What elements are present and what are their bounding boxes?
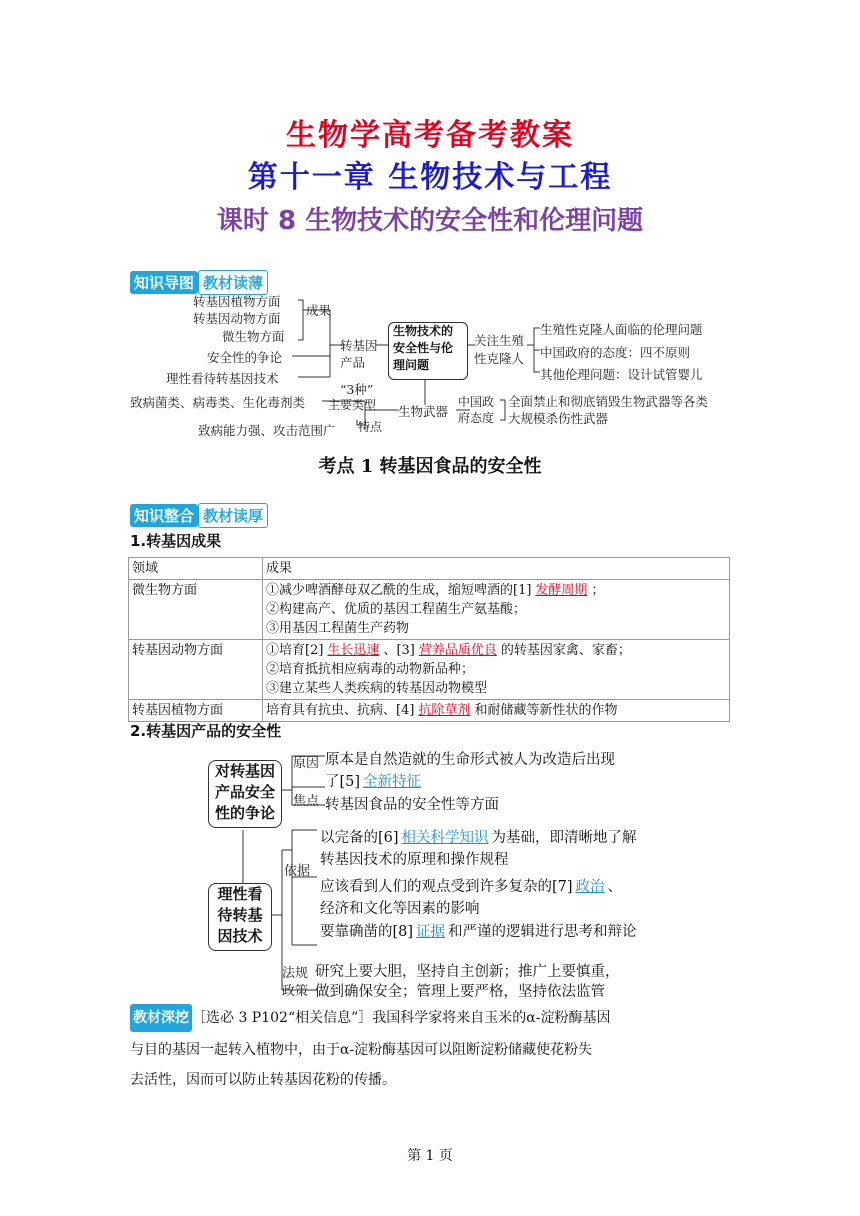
badge-map-b: 教材读薄 <box>198 270 268 295</box>
mm-types: 致病菌类、病毒类、生化毒剂类 <box>130 395 306 410</box>
mm-product-l2: 产品 <box>340 355 366 370</box>
label-focus: 焦点 <box>293 794 320 809</box>
deep-paragraph <box>130 1004 730 1032</box>
result-line: ③用基因工程菌生产药物 <box>266 621 410 636</box>
mm-ethic: 生殖性克隆人面临的伦理问题 <box>540 322 703 337</box>
mm-achieve-label: 成果 <box>306 303 332 318</box>
lesson-title: 课时 8 生物技术的安全性和伦理问题 <box>216 206 644 236</box>
result-line: ②培育抵抗相应病毒的动物新品种； <box>266 662 475 677</box>
chapter-title: 第十一章 生物技术与工程 <box>247 160 613 195</box>
text-span: 和耐储藏等新性状的作物 <box>474 703 618 718</box>
text-span: 、 <box>607 879 623 895</box>
label-law-1: 法规 <box>282 966 309 981</box>
mm-feat-label: 特点 <box>358 420 383 434</box>
mm-ban-l1: 全面禁止和彻底销毁生物武器等各类 <box>508 394 709 409</box>
table-cell-field: 转基因动物方面 <box>129 640 263 700</box>
badge-int-a: 知识整合 <box>130 504 198 527</box>
table-cell-field: 微生物方面 <box>129 580 263 640</box>
answer-4: 抗除草剂 <box>418 703 471 718</box>
deep-line-2: 与目的基因一起转入植物中，由于α-淀粉酶基因可以阻断淀粉储藏使花粉失 <box>130 1042 593 1058</box>
answer-6: 相关科学知识 <box>401 830 489 846</box>
text-span: ①减少啤酒酵母双乙酰的生成，缩短啤酒的[1] <box>266 583 532 598</box>
mm-three: “3种” <box>340 382 374 397</box>
result-line: ②构建高产、优质的基因工程菌生产氨基酸； <box>266 602 527 617</box>
answer-1: 发酵周期 <box>535 583 588 598</box>
mm-clone-l1: 关注生殖 <box>474 333 525 348</box>
focus-text: 转基因食品的安全性等方面 <box>325 797 499 813</box>
basis-2 <box>320 875 622 896</box>
badge-map-a: 知识导图 <box>130 271 198 294</box>
answer-3: 营养品质优良 <box>418 643 497 658</box>
cause-text: 原本是自然造就的生命形式被人为改造后出现 <box>325 752 615 768</box>
text-span: 我国科学家将来自玉米的α-淀粉酶基因 <box>372 1010 611 1026</box>
text-span: 、[3] <box>383 643 415 658</box>
deep-line-3: 去活性，因而可以防止转基因花粉的传播。 <box>130 1072 396 1088</box>
text-span: 培育具有抗虫、抗病、[4] <box>266 703 415 718</box>
mm-policy: 中国政府的态度：四不原则 <box>540 345 691 360</box>
box-line: 对转基因 <box>214 762 275 780</box>
box-line: 理性看 <box>217 885 263 903</box>
text-span: 为基础，即清晰地了解 <box>491 830 637 846</box>
label-law-2: 政策 <box>282 984 309 999</box>
text-span: 的转基因家禽、家畜； <box>500 643 631 658</box>
dispute-box <box>208 760 282 828</box>
text-span: ①培育[2] <box>266 643 324 658</box>
label-basis: 依据 <box>284 864 311 879</box>
label-cause: 原因 <box>293 756 320 771</box>
text-span: 以完备的[6] <box>320 830 399 846</box>
mm-rational: 理性看待转基因技术 <box>166 371 279 386</box>
box-line: 待转基 <box>217 906 263 924</box>
mm-plant: 转基因植物方面 <box>193 294 281 309</box>
law-text-1: 研究上要大胆，坚持自主创新；推广上要慎重， <box>315 964 620 980</box>
mm-dispute: 安全性的争论 <box>207 350 283 365</box>
page-number: 第 1 页 <box>407 1148 453 1164</box>
text-span: 要靠确凿的[8] <box>320 924 414 940</box>
text-span: 应该看到人们的观点受到许多复杂的[7] <box>320 879 573 895</box>
mm-product-l1: 转基因 <box>340 338 378 353</box>
box-line: 因技术 <box>217 927 263 945</box>
mm-animal: 转基因动物方面 <box>193 311 281 326</box>
section-heading: 考点 1 转基因食品的安全性 <box>318 456 542 477</box>
box-line: 产品安全 <box>214 783 275 801</box>
badge-int-b: 教材读厚 <box>198 503 268 528</box>
mm-features: 致病能力强、攻击范围广 <box>198 423 336 438</box>
text-span: ［选必 3 P102“相关信息”］ <box>192 1010 373 1026</box>
basis-1 <box>320 826 637 847</box>
mm-center-l3: 理问题 <box>393 358 430 372</box>
text-span: 和严谨的逻辑进行思考和辩论 <box>448 924 637 940</box>
answer-5: 全新特征 <box>363 774 422 790</box>
answer-7: 政治 <box>575 879 605 895</box>
mm-bio-weapon: 生物武器 <box>398 404 449 419</box>
basis-2b: 经济和文化等因素的影响 <box>320 901 480 917</box>
law-text-2: 做到确保安全；管理上要严格，坚持依法监管 <box>315 984 605 1000</box>
box-line: 性的争论 <box>214 804 275 822</box>
mm-center-l1: 生物技术的 <box>393 324 454 338</box>
mm-china-l1: 中国政 <box>458 395 495 409</box>
answer-2: 生长迅速 <box>327 643 380 658</box>
text-span: ； <box>591 583 605 598</box>
safety-heading: 2.转基因产品的安全性 <box>130 722 282 740</box>
mm-types-label: 主要类型 <box>328 398 377 412</box>
text-span: 了[5] <box>325 774 361 790</box>
table-cell-field: 转基因植物方面 <box>129 700 263 722</box>
answer-8: 证据 <box>416 924 446 940</box>
table-header-cell: 领域 <box>129 558 263 580</box>
mm-center-l2: 安全性与伦 <box>393 341 454 355</box>
result-line: ③建立某些人类疾病的转基因动物模型 <box>266 681 488 696</box>
mm-ban-l2: 大规模杀伤性武器 <box>508 411 609 426</box>
rational-box <box>208 883 272 951</box>
mm-micro: 微生物方面 <box>222 329 285 344</box>
doc-title: 生物学高考备考教案 <box>286 118 574 153</box>
mm-clone-l2: 性克隆人 <box>474 351 525 366</box>
basis-3 <box>320 920 637 941</box>
badge-deep: 教材深挖 <box>130 1004 192 1032</box>
mm-other: 其他伦理问题：设计试管婴儿 <box>540 367 703 382</box>
cause-text-2 <box>325 770 424 791</box>
table-header-cell: 成果 <box>263 558 730 580</box>
basis-1b: 转基因技术的原理和操作规程 <box>320 852 509 868</box>
mm-china-l2: 府态度 <box>458 411 495 425</box>
results-heading: 1.转基因成果 <box>130 532 222 550</box>
